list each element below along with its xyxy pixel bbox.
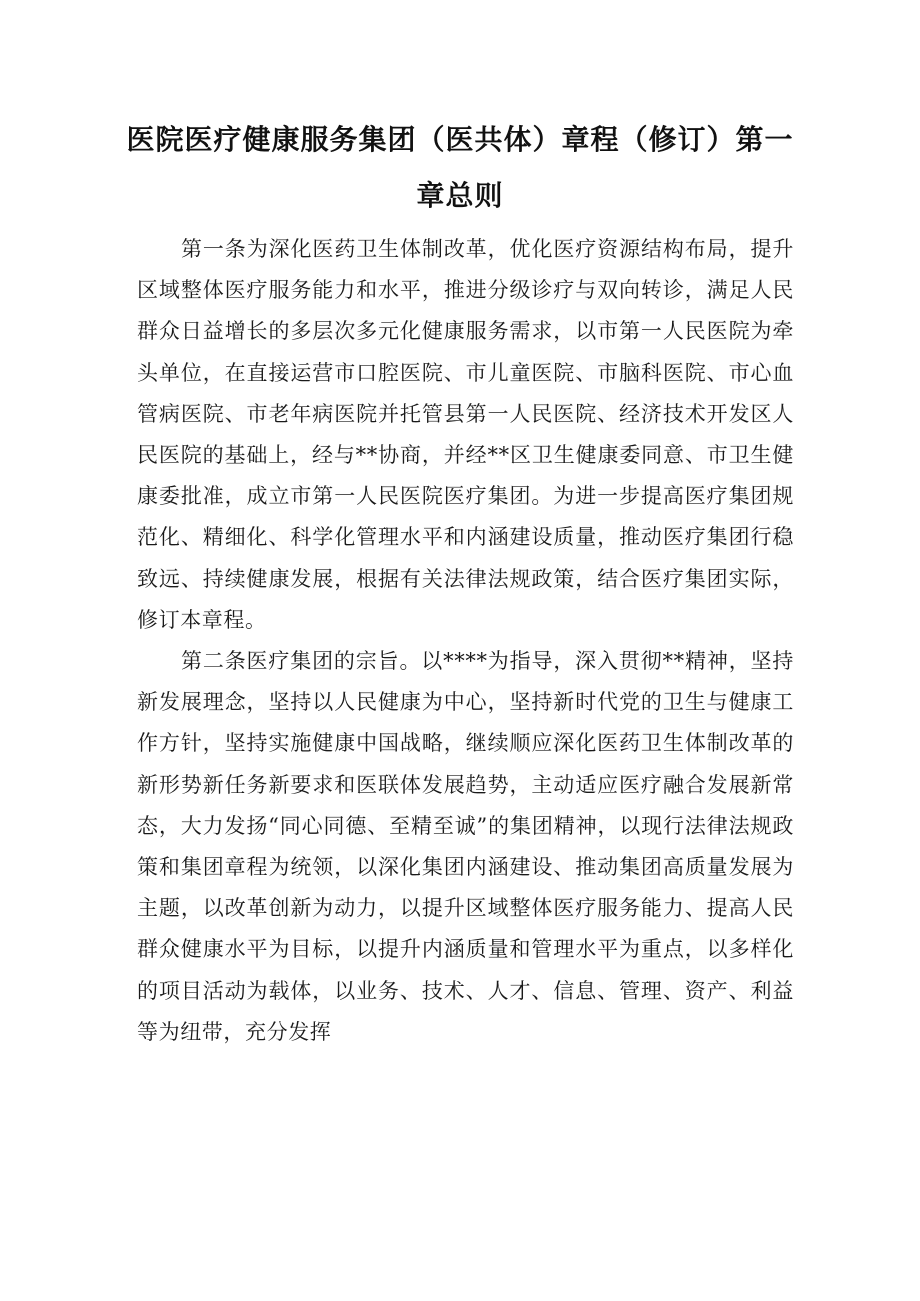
paragraph-article-2: 第二条医疗集团的宗旨。以****为指导，深入贯彻**精神，坚持新发展理念，坚持以人民健康为中心，坚持新时代党的卫生与健康工作方针，坚持实施健康中国战略，继续顺应深化医药卫生体制改革的新形势新任务新要求和医联体发展趋势，主动适应医疗融合发展新常态，大力发扬“同心同德、至精至诚”的集团精神，以现行法律法规政策和集团章程为统领，以深化集团内涵建设、推动集团高质量发展为主题，以改革创新为动力，以提升区域整体医疗服务能力、提高人民群众健康水平为目标，以提升内涵质量和管理水平为重点，以多样化的项目活动为载体，以业务、技术、人才、信息、管理、资产、利益等为纽带，充分发挥 — [137, 649, 794, 1044]
paragraph-article-1: 第一条为深化医药卫生体制改革，优化医疗资源结构布局，提升区域整体医疗服务能力和水平，推进分级诊疗与双向转诊，满足人民群众日益增长的多层次多元化健康服务需求，以市第一人民医院为牵头单位，在直接运营市口腔医院、市儿童医院、市脑科医院、市心血管病医院、市老年病医院并托管县第一人民医院、经济技术开发区人民医院的基础上，经与**协商，并经**区卫生健康委同意、市卫生健康委批准，成立市第一人民医院医疗集团。为进一步提高医疗集团规范化、精细化、科学化管理水平和内涵建设质量，推动医疗集团行稳致远、持续健康发展，根据有关法律法规政策，结合医疗集团实际，修订本章程。 — [137, 237, 794, 632]
document-title: 医院医疗健康服务集团（医共体）章程（修订）第一章总则 — [126, 123, 794, 212]
document-body — [137, 229, 794, 1053]
